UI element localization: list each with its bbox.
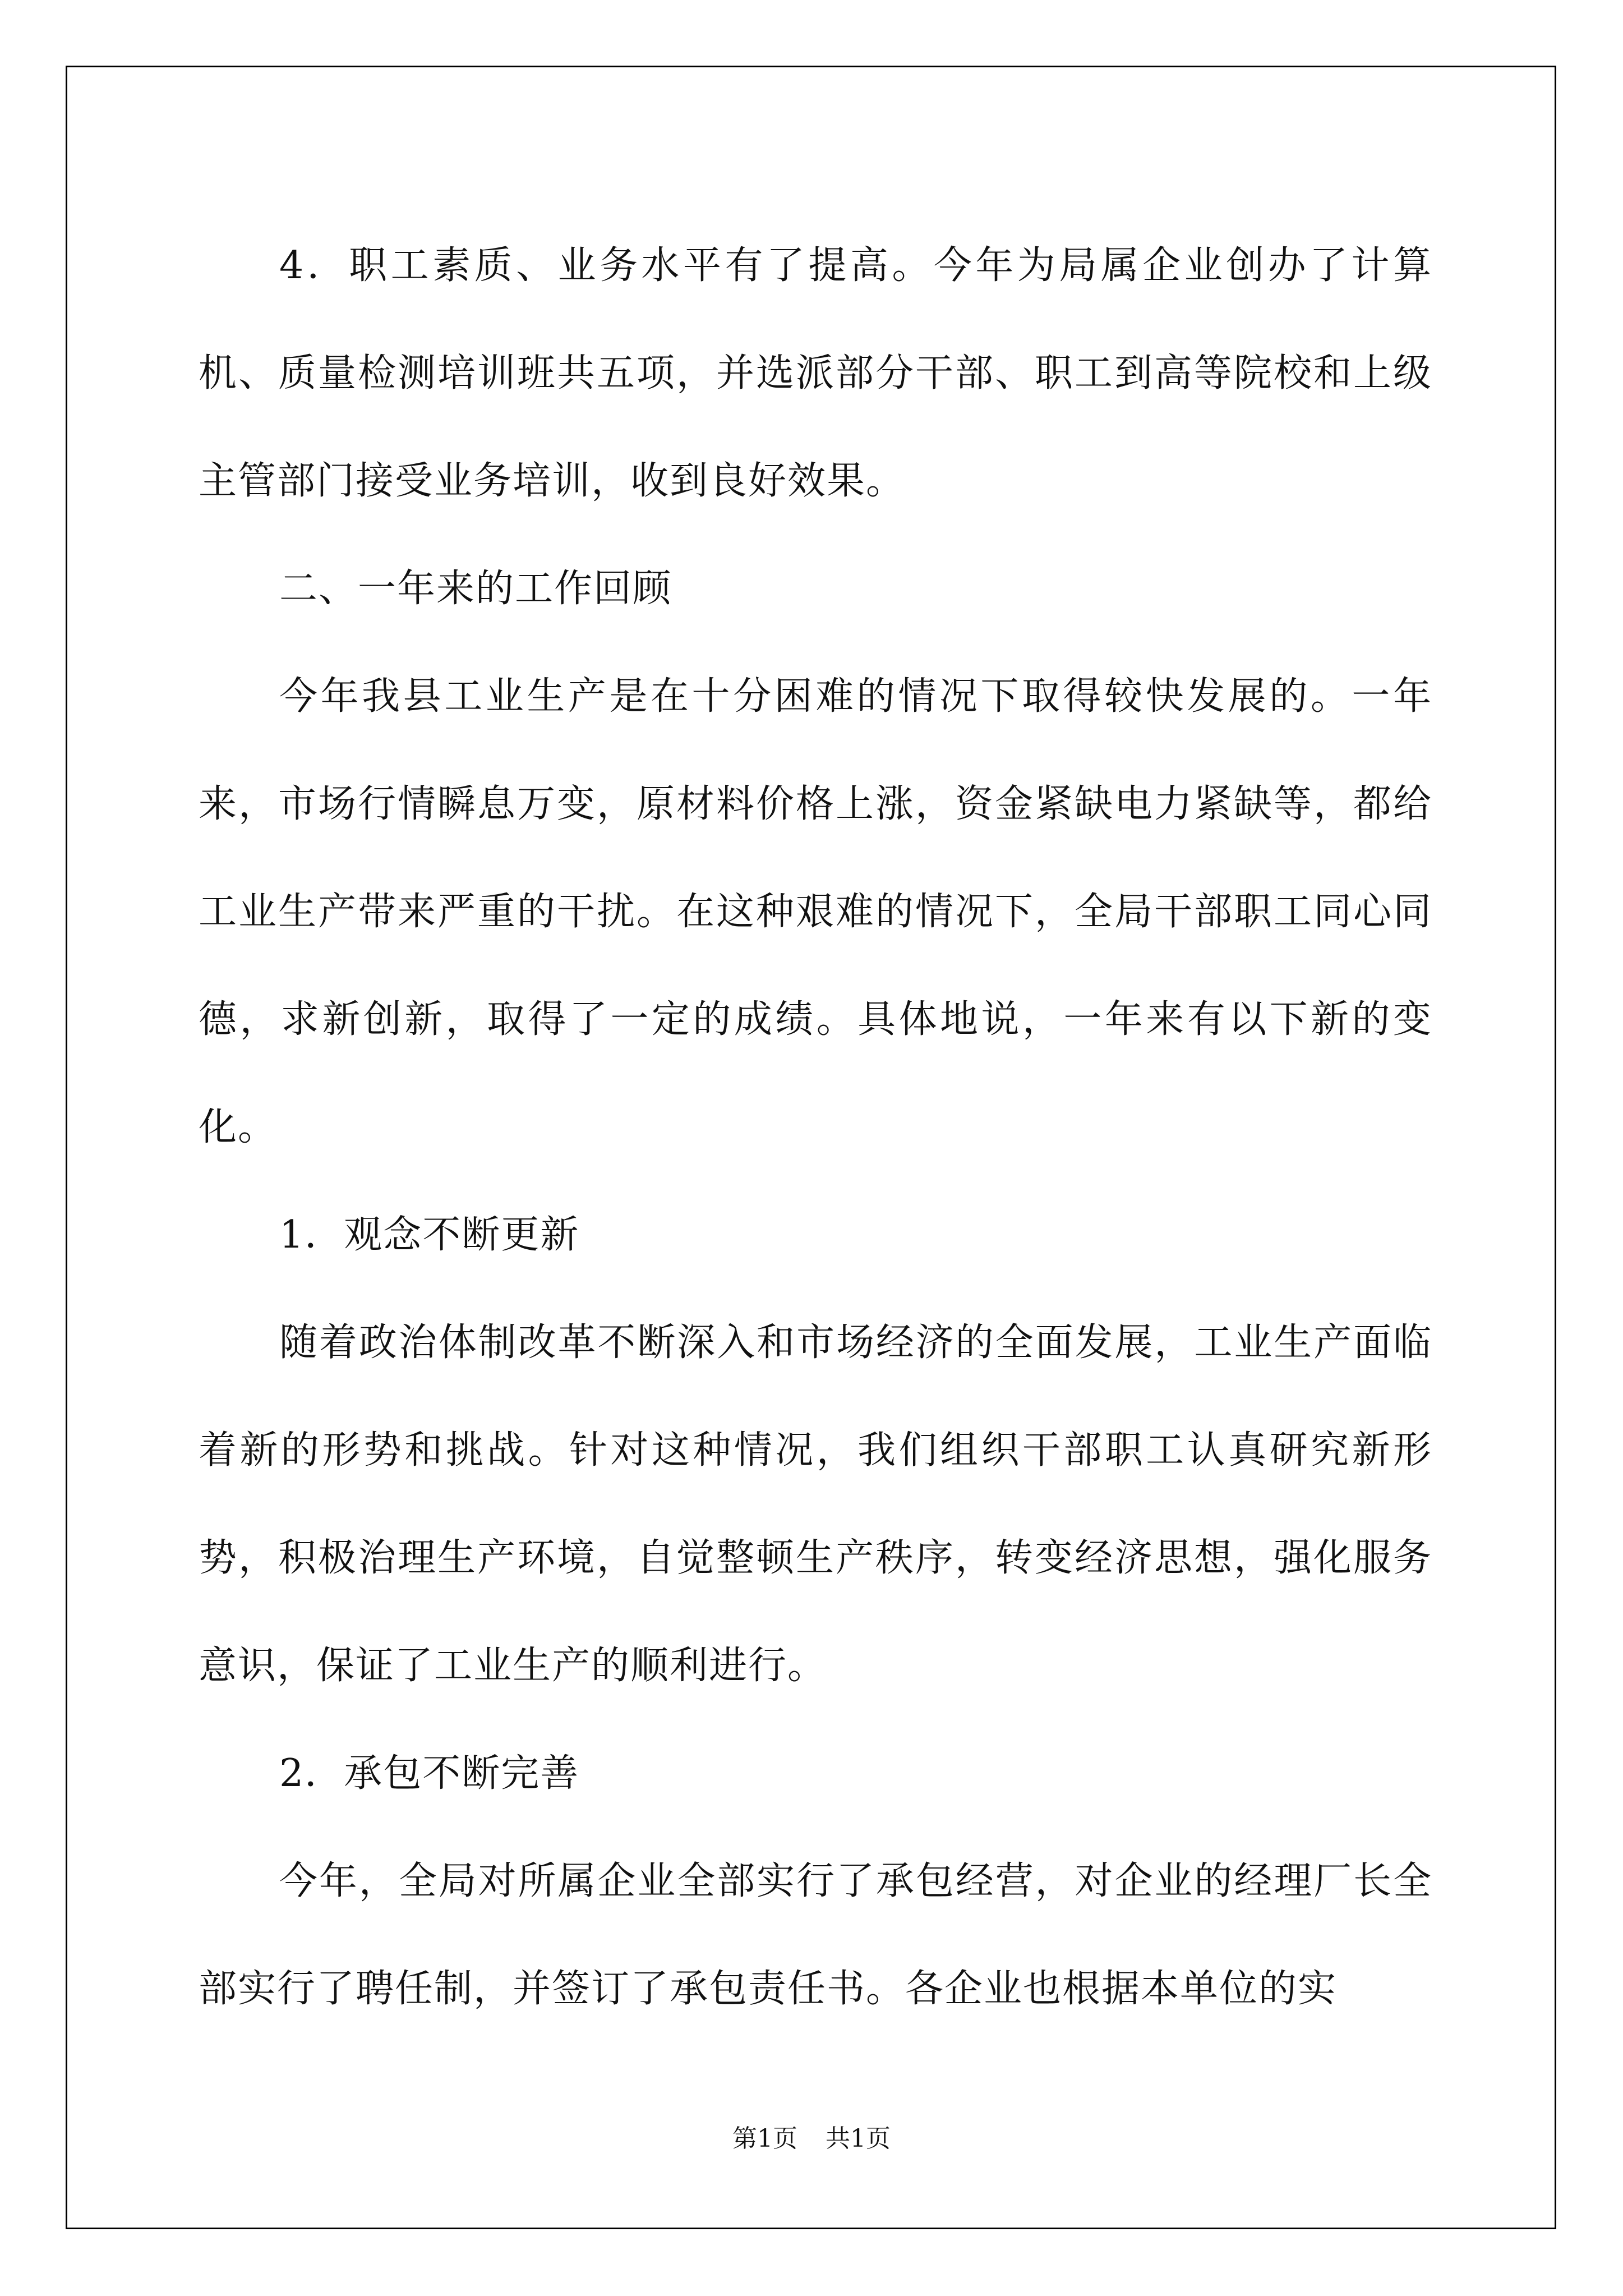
heading-concept-update: 1．观念不断更新 (279, 1213, 580, 1257)
paragraph-year-overview: 今年我县工业生产是在十分困难的情况下取得较快发展的。一年来，市场行情瞬息万变，原材料价格上涨，资金紧缺电力紧缺等，都给工业生产带来严重的干扰。在这种艰难的情况下，全局干部职工同心同德，求新创新，取得了一定的成绩。具体地说，一年来有以下新的变化。 (199, 674, 1432, 1149)
page-footer (0, 2122, 1623, 2156)
document-body (199, 212, 1432, 2043)
paragraph-contract-improvement: 今年，全局对所属企业全部实行了承包经营，对企业的经理厂长全部实行了聘任制，并签订了承包责任书。各企业也根据本单位的实 (199, 1859, 1432, 2011)
page-number-current: 第1页 (732, 2124, 797, 2153)
heading-year-review: 二、一年来的工作回顾 (279, 567, 672, 611)
page-number-total: 共1页 (826, 2124, 891, 2153)
paragraph-staff-quality: 4．职工素质、业务水平有了提高。今年为局属企业创办了计算机、质量检测培训班共五项，并选派部分干部、职工到高等院校和上级主管部门接受业务培训，收到良好效果。 (199, 243, 1432, 503)
paragraph-concept-update: 随着政治体制改革不断深入和市场经济的全面发展，工业生产面临着新的形势和挑战。针对这种情况，我们组织干部职工认真研究新形势，积极治理生产环境，自觉整顿生产秩序，转变经济思想，强化服务意识，保证了工业生产的顺利进行。 (199, 1320, 1432, 1688)
heading-contract-improvement: 2．承包不断完善 (279, 1751, 580, 1796)
